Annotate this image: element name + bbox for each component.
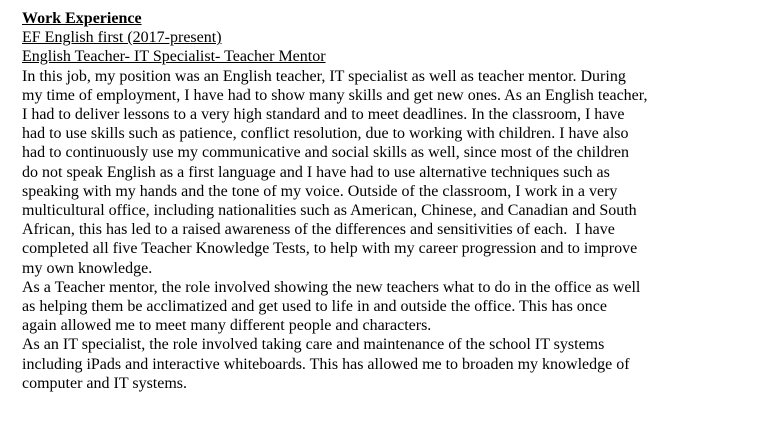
body-line: I had to deliver lessons to a very high standard and to meet deadlines. In the classroom, I have — [22, 106, 625, 124]
paragraph-responsibilities — [22, 67, 762, 278]
body-line: As a Teacher mentor, the role involved showing the new teachers what to do in the office as well — [22, 278, 641, 296]
document-page — [22, 9, 762, 393]
body-line: do not speak English as a first language and I have had to use alternative techniques such as — [22, 163, 610, 181]
role-line: English Teacher- IT Specialist- Teacher Mentor — [22, 48, 326, 66]
body-line: had to continuously use my communicative and social skills as well, since most of the children — [22, 144, 629, 162]
body-line: my own knowledge. — [22, 259, 153, 277]
employer-line: EF English first (2017-present) — [22, 29, 222, 47]
body-line: As an IT specialist, the role involved taking care and maintenance of the school IT systems — [22, 336, 605, 354]
body-line: In this job, my position was an English teacher, IT specialist as well as teacher mentor. During — [22, 67, 626, 85]
paragraph-teacher-mentor — [22, 278, 762, 336]
body-line: had to use skills such as patience, conflict resolution, due to working with children. I have also — [22, 125, 629, 143]
body-line: African, this has led to a raised awareness of the differences and sensitivities of each. I have — [22, 221, 615, 239]
paragraph-it-specialist — [22, 335, 762, 393]
section-heading: Work Experience — [22, 10, 142, 27]
body-line: completed all five Teacher Knowledge Tests, to help with my career progression and to improve — [22, 240, 638, 258]
body-line: again allowed me to meet many different people and characters. — [22, 317, 432, 335]
body-line: speaking with my hands and the tone of my voice. Outside of the classroom, I work in a very — [22, 182, 618, 200]
body-line: multicultural office, including nationalities such as American, Chinese, and Canadian and South — [22, 202, 637, 220]
body-line: as helping them be acclimatized and get used to life in and outside the office. This has once — [22, 298, 608, 316]
body-line: computer and IT systems. — [22, 374, 188, 392]
body-line: my time of employment, I have had to show many skills and get new ones. As an English teacher, — [22, 86, 648, 104]
body-line: including iPads and interactive whiteboards. This has allowed me to broaden my knowledge of — [22, 355, 630, 373]
